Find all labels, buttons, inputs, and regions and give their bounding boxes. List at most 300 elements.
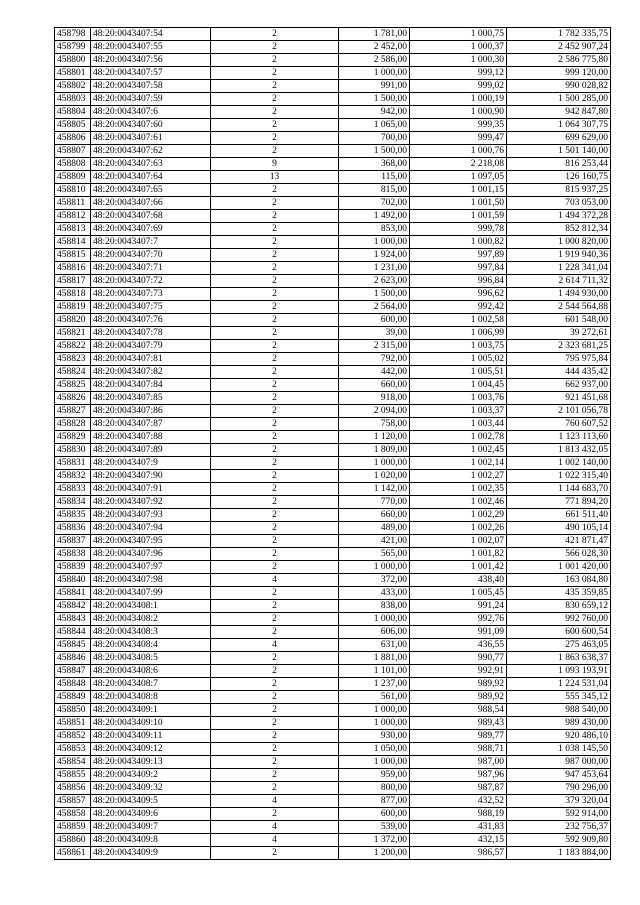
specific-value-cell: 989,43 [410, 717, 507, 730]
cadastral-value-cell: 1 500 285,00 [507, 93, 611, 106]
cadastral-value-cell: 920 486,10 [507, 730, 611, 743]
cadastral-number-cell: 48:20:0043409:13 [91, 756, 211, 769]
cadastral-number-cell: 48:20:0043409:9 [91, 847, 211, 860]
cadastral-number-cell: 48:20:0043407:9 [91, 457, 211, 470]
specific-value-cell: 1 005,45 [410, 587, 507, 600]
category-cell: 2 [211, 301, 339, 314]
category-cell: 2 [211, 54, 339, 67]
table-row [55, 704, 611, 717]
row-id-cell: 458833 [55, 483, 91, 496]
cadastral-number-cell: 48:20:0043407:59 [91, 93, 211, 106]
row-id-cell: 458829 [55, 431, 91, 444]
row-id-cell: 458824 [55, 366, 91, 379]
specific-value-cell: 1 001,50 [410, 197, 507, 210]
specific-value-cell: 992,42 [410, 301, 507, 314]
category-cell: 2 [211, 483, 339, 496]
cadastral-number-cell: 48:20:0043407:64 [91, 171, 211, 184]
cadastral-number-cell: 48:20:0043408:3 [91, 626, 211, 639]
cadastral-number-cell: 48:20:0043407:65 [91, 184, 211, 197]
specific-value-cell: 1 001,15 [410, 184, 507, 197]
cadastral-number-cell: 48:20:0043408:8 [91, 691, 211, 704]
cadastral-number-cell: 48:20:0043407:84 [91, 379, 211, 392]
cadastral-value-cell: 1 000 820,00 [507, 236, 611, 249]
row-id-cell: 458855 [55, 769, 91, 782]
table-row [55, 379, 611, 392]
category-cell: 2 [211, 405, 339, 418]
cadastral-value-cell: 771 894,20 [507, 496, 611, 509]
row-id-cell: 458839 [55, 561, 91, 574]
cadastral-value-cell: 1 863 638,37 [507, 652, 611, 665]
cadastral-value-cell: 2 614 711,32 [507, 275, 611, 288]
category-cell: 2 [211, 236, 339, 249]
row-id-cell: 458818 [55, 288, 91, 301]
cadastral-value-cell: 2 544 564,88 [507, 301, 611, 314]
row-id-cell: 458843 [55, 613, 91, 626]
cadastral-number-cell: 48:20:0043407:87 [91, 418, 211, 431]
row-id-cell: 458802 [55, 80, 91, 93]
cadastral-number-cell: 48:20:0043407:7 [91, 236, 211, 249]
cadastral-value-cell: 2 323 681,25 [507, 340, 611, 353]
area-cell: 1 000,00 [339, 561, 410, 574]
area-cell: 368,00 [339, 158, 410, 171]
cadastral-number-cell: 48:20:0043407:71 [91, 262, 211, 275]
category-cell: 2 [211, 80, 339, 93]
cadastral-value-cell: 947 453,64 [507, 769, 611, 782]
category-cell: 2 [211, 67, 339, 80]
area-cell: 600,00 [339, 314, 410, 327]
cadastral-number-cell: 48:20:0043409:8 [91, 834, 211, 847]
row-id-cell: 458803 [55, 93, 91, 106]
category-cell: 2 [211, 756, 339, 769]
specific-value-cell: 1 003,75 [410, 340, 507, 353]
row-id-cell: 458837 [55, 535, 91, 548]
cadastral-value-cell: 703 053,00 [507, 197, 611, 210]
cadastral-number-cell: 48:20:0043407:86 [91, 405, 211, 418]
area-cell: 853,00 [339, 223, 410, 236]
area-cell: 800,00 [339, 782, 410, 795]
cadastral-value-cell: 1 494 930,00 [507, 288, 611, 301]
cadastral-number-cell: 48:20:0043407:75 [91, 301, 211, 314]
category-cell: 2 [211, 548, 339, 561]
row-id-cell: 458823 [55, 353, 91, 366]
cadastral-number-cell: 48:20:0043408:1 [91, 600, 211, 613]
category-cell: 2 [211, 327, 339, 340]
table-row [55, 561, 611, 574]
specific-value-cell: 1 002,45 [410, 444, 507, 457]
table-row [55, 769, 611, 782]
cadastral-value-cell: 1 123 113,60 [507, 431, 611, 444]
area-cell: 2 564,00 [339, 301, 410, 314]
area-cell: 1 500,00 [339, 145, 410, 158]
row-id-cell: 458815 [55, 249, 91, 262]
table-row [55, 171, 611, 184]
cadastral-value-cell: 1 224 531,04 [507, 678, 611, 691]
row-id-cell: 458806 [55, 132, 91, 145]
area-cell: 421,00 [339, 535, 410, 548]
row-id-cell: 458819 [55, 301, 91, 314]
cadastral-value-cell: 662 937,00 [507, 379, 611, 392]
specific-value-cell: 988,71 [410, 743, 507, 756]
table-row [55, 457, 611, 470]
cadastral-number-cell: 48:20:0043409:1 [91, 704, 211, 717]
cadastral-number-cell: 48:20:0043407:78 [91, 327, 211, 340]
cadastral-value-cell: 592 914,00 [507, 808, 611, 821]
area-cell: 1 142,00 [339, 483, 410, 496]
category-cell: 2 [211, 457, 339, 470]
row-id-cell: 458817 [55, 275, 91, 288]
cadastral-value-cell: 2 586 775,80 [507, 54, 611, 67]
cadastral-number-cell: 48:20:0043407:61 [91, 132, 211, 145]
cadastral-value-cell: 815 937,25 [507, 184, 611, 197]
row-id-cell: 458811 [55, 197, 91, 210]
cadastral-value-cell: 942 847,80 [507, 106, 611, 119]
category-cell: 2 [211, 262, 339, 275]
area-cell: 1 000,00 [339, 756, 410, 769]
specific-value-cell: 999,47 [410, 132, 507, 145]
specific-value-cell: 1 002,46 [410, 496, 507, 509]
table-row [55, 691, 611, 704]
table-row [55, 366, 611, 379]
category-cell: 2 [211, 132, 339, 145]
table-row [55, 119, 611, 132]
area-cell: 2 452,00 [339, 41, 410, 54]
specific-value-cell: 1 002,26 [410, 522, 507, 535]
specific-value-cell: 1 000,90 [410, 106, 507, 119]
cadastral-number-cell: 48:20:0043407:66 [91, 197, 211, 210]
table-row [55, 418, 611, 431]
cadastral-value-cell: 830 659,12 [507, 600, 611, 613]
area-cell: 1 492,00 [339, 210, 410, 223]
cadastral-number-cell: 48:20:0043407:97 [91, 561, 211, 574]
cadastral-value-cell: 816 253,44 [507, 158, 611, 171]
cadastral-number-cell: 48:20:0043407:57 [91, 67, 211, 80]
table-row [55, 847, 611, 860]
table-row [55, 158, 611, 171]
row-id-cell: 458826 [55, 392, 91, 405]
row-id-cell: 458809 [55, 171, 91, 184]
specific-value-cell: 996,84 [410, 275, 507, 288]
area-cell: 1 000,00 [339, 613, 410, 626]
area-cell: 660,00 [339, 379, 410, 392]
specific-value-cell: 987,87 [410, 782, 507, 795]
table-row [55, 795, 611, 808]
specific-value-cell: 1 000,19 [410, 93, 507, 106]
cadastral-value-cell: 1 093 193,91 [507, 665, 611, 678]
cadastral-value-cell: 1 228 341,04 [507, 262, 611, 275]
row-id-cell: 458860 [55, 834, 91, 847]
area-cell: 1 050,00 [339, 743, 410, 756]
category-cell: 2 [211, 444, 339, 457]
specific-value-cell: 999,02 [410, 80, 507, 93]
specific-value-cell: 989,92 [410, 691, 507, 704]
specific-value-cell: 1 000,30 [410, 54, 507, 67]
area-cell: 1 500,00 [339, 93, 410, 106]
table-row [55, 743, 611, 756]
row-id-cell: 458807 [55, 145, 91, 158]
table-row [55, 314, 611, 327]
specific-value-cell: 1 002,29 [410, 509, 507, 522]
category-cell: 2 [211, 704, 339, 717]
specific-value-cell: 999,35 [410, 119, 507, 132]
area-cell: 2 094,00 [339, 405, 410, 418]
cadastral-value-cell: 992 760,00 [507, 613, 611, 626]
cadastral-value-cell: 790 296,00 [507, 782, 611, 795]
row-id-cell: 458820 [55, 314, 91, 327]
cadastral-value-cell: 126 160,75 [507, 171, 611, 184]
cadastral-number-cell: 48:20:0043407:70 [91, 249, 211, 262]
row-id-cell: 458859 [55, 821, 91, 834]
table-row [55, 444, 611, 457]
specific-value-cell: 999,78 [410, 223, 507, 236]
area-cell: 918,00 [339, 392, 410, 405]
cadastral-value-cell: 1 813 432,05 [507, 444, 611, 457]
cadastral-number-cell: 48:20:0043407:72 [91, 275, 211, 288]
row-id-cell: 458810 [55, 184, 91, 197]
specific-value-cell: 1 001,59 [410, 210, 507, 223]
specific-value-cell: 436,55 [410, 639, 507, 652]
area-cell: 792,00 [339, 353, 410, 366]
area-cell: 631,00 [339, 639, 410, 652]
table-row [55, 613, 611, 626]
table-row [55, 392, 611, 405]
table-row [55, 249, 611, 262]
area-cell: 2 586,00 [339, 54, 410, 67]
category-cell: 2 [211, 600, 339, 613]
row-id-cell: 458822 [55, 340, 91, 353]
row-id-cell: 458827 [55, 405, 91, 418]
specific-value-cell: 432,15 [410, 834, 507, 847]
area-cell: 442,00 [339, 366, 410, 379]
area-cell: 1 065,00 [339, 119, 410, 132]
table-row [55, 223, 611, 236]
category-cell: 2 [211, 210, 339, 223]
cadastral-number-cell: 48:20:0043407:98 [91, 574, 211, 587]
specific-value-cell: 1 001,82 [410, 548, 507, 561]
row-id-cell: 458841 [55, 587, 91, 600]
row-id-cell: 458853 [55, 743, 91, 756]
row-id-cell: 458847 [55, 665, 91, 678]
specific-value-cell: 438,40 [410, 574, 507, 587]
table-row [55, 639, 611, 652]
category-cell: 2 [211, 28, 339, 41]
cadastral-value-cell: 163 084,80 [507, 574, 611, 587]
specific-value-cell: 1 000,76 [410, 145, 507, 158]
row-id-cell: 458808 [55, 158, 91, 171]
table-row [55, 470, 611, 483]
specific-value-cell: 991,24 [410, 600, 507, 613]
area-cell: 660,00 [339, 509, 410, 522]
cadastral-value-cell: 987 000,00 [507, 756, 611, 769]
cadastral-value-table [54, 27, 611, 860]
cadastral-number-cell: 48:20:0043407:96 [91, 548, 211, 561]
category-cell: 2 [211, 340, 339, 353]
specific-value-cell: 431,83 [410, 821, 507, 834]
row-id-cell: 458842 [55, 600, 91, 613]
cadastral-number-cell: 48:20:0043407:85 [91, 392, 211, 405]
cadastral-number-cell: 48:20:0043408:5 [91, 652, 211, 665]
cadastral-number-cell: 48:20:0043409:2 [91, 769, 211, 782]
table-row [55, 54, 611, 67]
category-cell: 2 [211, 145, 339, 158]
cadastral-value-cell: 601 548,00 [507, 314, 611, 327]
area-cell: 815,00 [339, 184, 410, 197]
area-cell: 942,00 [339, 106, 410, 119]
specific-value-cell: 990,77 [410, 652, 507, 665]
row-id-cell: 458858 [55, 808, 91, 821]
cadastral-number-cell: 48:20:0043407:90 [91, 470, 211, 483]
cadastral-number-cell: 48:20:0043407:69 [91, 223, 211, 236]
specific-value-cell: 1 002,78 [410, 431, 507, 444]
cadastral-value-cell: 661 511,40 [507, 509, 611, 522]
table-row [55, 483, 611, 496]
cadastral-number-cell: 48:20:0043408:6 [91, 665, 211, 678]
table-row [55, 340, 611, 353]
category-cell: 2 [211, 561, 339, 574]
area-cell: 1 000,00 [339, 717, 410, 730]
category-cell: 2 [211, 418, 339, 431]
category-cell: 2 [211, 717, 339, 730]
table-row [55, 548, 611, 561]
specific-value-cell: 1 002,14 [410, 457, 507, 470]
row-id-cell: 458831 [55, 457, 91, 470]
cadastral-value-cell: 699 629,00 [507, 132, 611, 145]
table-row [55, 808, 611, 821]
cadastral-number-cell: 48:20:0043407:95 [91, 535, 211, 548]
category-cell: 2 [211, 41, 339, 54]
cadastral-value-cell: 39 272,61 [507, 327, 611, 340]
row-id-cell: 458848 [55, 678, 91, 691]
specific-value-cell: 987,00 [410, 756, 507, 769]
specific-value-cell: 989,92 [410, 678, 507, 691]
table-row [55, 509, 611, 522]
area-cell: 2 623,00 [339, 275, 410, 288]
cadastral-value-cell: 2 452 907,24 [507, 41, 611, 54]
row-id-cell: 458835 [55, 509, 91, 522]
cadastral-number-cell: 48:20:0043407:79 [91, 340, 211, 353]
cadastral-number-cell: 48:20:0043407:60 [91, 119, 211, 132]
table-row [55, 821, 611, 834]
cadastral-number-cell: 48:20:0043407:55 [91, 41, 211, 54]
cadastral-number-cell: 48:20:0043407:94 [91, 522, 211, 535]
cadastral-number-cell: 48:20:0043409:12 [91, 743, 211, 756]
cadastral-number-cell: 48:20:0043409:6 [91, 808, 211, 821]
table-row [55, 132, 611, 145]
table-row [55, 145, 611, 158]
cadastral-value-cell: 1 183 884,00 [507, 847, 611, 860]
row-id-cell: 458836 [55, 522, 91, 535]
specific-value-cell: 988,54 [410, 704, 507, 717]
table-row [55, 288, 611, 301]
category-cell: 2 [211, 678, 339, 691]
category-cell: 9 [211, 158, 339, 171]
area-cell: 372,00 [339, 574, 410, 587]
row-id-cell: 458857 [55, 795, 91, 808]
category-cell: 2 [211, 782, 339, 795]
cadastral-value-cell: 232 756,37 [507, 821, 611, 834]
cadastral-number-cell: 48:20:0043407:91 [91, 483, 211, 496]
cadastral-number-cell: 48:20:0043407:93 [91, 509, 211, 522]
category-cell: 2 [211, 93, 339, 106]
cadastral-number-cell: 48:20:0043407:62 [91, 145, 211, 158]
row-id-cell: 458821 [55, 327, 91, 340]
cadastral-number-cell: 48:20:0043407:99 [91, 587, 211, 600]
area-cell: 877,00 [339, 795, 410, 808]
table-row [55, 106, 611, 119]
table-row [55, 587, 611, 600]
cadastral-number-cell: 48:20:0043409:7 [91, 821, 211, 834]
table-row [55, 834, 611, 847]
area-cell: 600,00 [339, 808, 410, 821]
cadastral-value-cell: 1 144 683,70 [507, 483, 611, 496]
table-row [55, 93, 611, 106]
specific-value-cell: 1 005,02 [410, 353, 507, 366]
category-cell: 4 [211, 795, 339, 808]
row-id-cell: 458845 [55, 639, 91, 652]
row-id-cell: 458832 [55, 470, 91, 483]
cadastral-value-cell: 592 909,80 [507, 834, 611, 847]
row-id-cell: 458844 [55, 626, 91, 639]
row-id-cell: 458814 [55, 236, 91, 249]
category-cell: 2 [211, 626, 339, 639]
cadastral-value-cell: 566 028,30 [507, 548, 611, 561]
area-cell: 606,00 [339, 626, 410, 639]
specific-value-cell: 1 003,76 [410, 392, 507, 405]
row-id-cell: 458834 [55, 496, 91, 509]
specific-value-cell: 986,57 [410, 847, 507, 860]
specific-value-cell: 1 006,99 [410, 327, 507, 340]
specific-value-cell: 1 000,37 [410, 41, 507, 54]
cadastral-value-cell: 989 430,00 [507, 717, 611, 730]
cadastral-value-cell: 275 463,05 [507, 639, 611, 652]
category-cell: 2 [211, 535, 339, 548]
specific-value-cell: 1 097,05 [410, 171, 507, 184]
cadastral-number-cell: 48:20:0043409:11 [91, 730, 211, 743]
row-id-cell: 458838 [55, 548, 91, 561]
specific-value-cell: 432,52 [410, 795, 507, 808]
area-cell: 959,00 [339, 769, 410, 782]
row-id-cell: 458840 [55, 574, 91, 587]
category-cell: 4 [211, 639, 339, 652]
area-cell: 1 809,00 [339, 444, 410, 457]
area-cell: 702,00 [339, 197, 410, 210]
row-id-cell: 458799 [55, 41, 91, 54]
category-cell: 2 [211, 197, 339, 210]
category-cell: 2 [211, 119, 339, 132]
row-id-cell: 458816 [55, 262, 91, 275]
table-row [55, 496, 611, 509]
row-id-cell: 458800 [55, 54, 91, 67]
table-row [55, 28, 611, 41]
area-cell: 1 231,00 [339, 262, 410, 275]
cadastral-number-cell: 48:20:0043408:2 [91, 613, 211, 626]
area-cell: 1 881,00 [339, 652, 410, 665]
cadastral-number-cell: 48:20:0043407:58 [91, 80, 211, 93]
table-row [55, 275, 611, 288]
cadastral-value-cell: 988 540,00 [507, 704, 611, 717]
area-cell: 1 372,00 [339, 834, 410, 847]
category-cell: 2 [211, 522, 339, 535]
table-row [55, 262, 611, 275]
category-cell: 2 [211, 808, 339, 821]
area-cell: 770,00 [339, 496, 410, 509]
cadastral-number-cell: 48:20:0043407:82 [91, 366, 211, 379]
area-cell: 2 315,00 [339, 340, 410, 353]
category-cell: 2 [211, 353, 339, 366]
table-row [55, 327, 611, 340]
row-id-cell: 458805 [55, 119, 91, 132]
cadastral-number-cell: 48:20:0043407:76 [91, 314, 211, 327]
table-row [55, 652, 611, 665]
